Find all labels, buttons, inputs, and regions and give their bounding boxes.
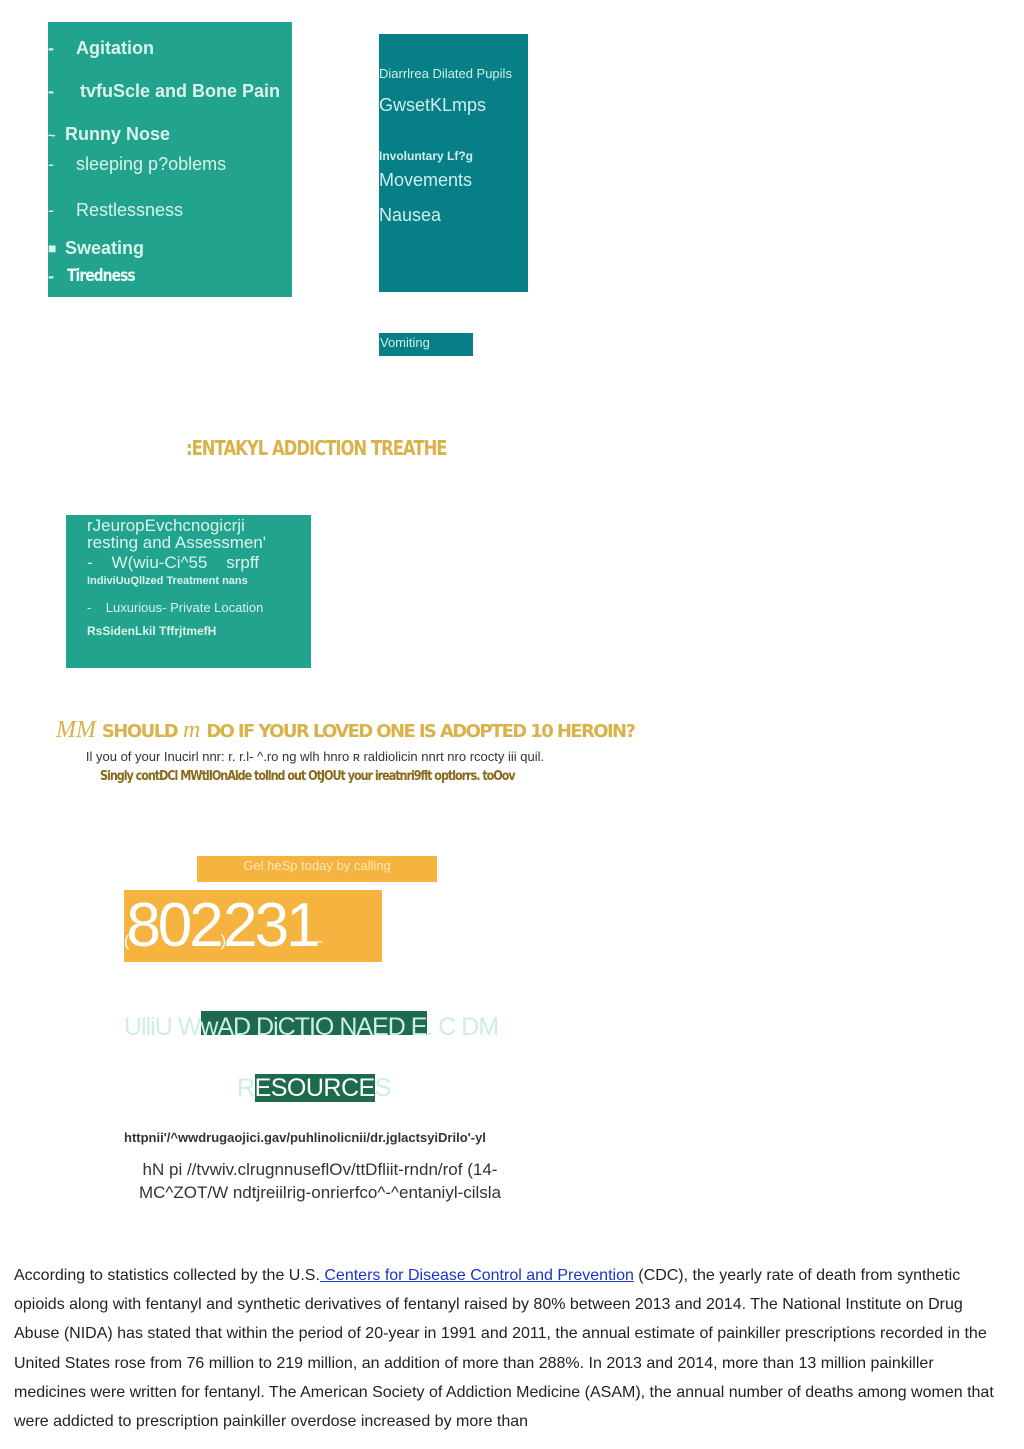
phone-paren: ( (124, 933, 127, 950)
vomiting-box (379, 333, 473, 356)
treatment-item: RsSidenLkil TffrjtmefH (87, 624, 217, 638)
symptom-label: Runny Nose (65, 124, 171, 144)
question-prefix: m (183, 717, 201, 743)
resource-url-line: MC^ZOT/W ndtjreiilrig-onrierfco^-^entaniyl-cilsla (138, 1183, 502, 1202)
treatment-box (66, 515, 311, 668)
treatment-item: resting and Assessmen' (87, 533, 267, 552)
symptom-label: GwsetKLmps (379, 95, 487, 115)
question-rest: DO IF YOUR LOVED ONE IS ADOPTED 10 HEROIN? (206, 721, 635, 742)
paragraph-text: (CDC), the yearly rate of death from synthetic opioids along with fentanyl and synthetic derivatives of fentanyl raised by 80% between 2013 and 2014. The National Institute on Drug Abuse (NIDA) has stated that within the period of 20-year in 1991 and 2011, the annual estimate of painkiller prescriptions recorded in the United States rose from 76 million to 219 million, an addition of more than 288%. In 2013 and 2014, more than 13 million painkiller medicines were written for fentanyl. The American Society of Addiction Medicine (ASAM), the annual number of deaths among women that were addicted to prescription painkiller overdose increased by more than (14, 1267, 994, 1431)
symptom-label: Agitation (76, 38, 154, 58)
symptom-label: Diarrlrea Dilated Pupils (379, 66, 512, 81)
resource-url[interactable] (110, 1158, 530, 1204)
treatment-item: rJeuropEvchcnogicrji (87, 516, 245, 535)
treatment-item: - W(wiu-Ci^55 srpff (87, 553, 260, 572)
symptom-label: tvfuScle and Bone Pain (80, 81, 281, 101)
symptom-label: Vomiting (380, 335, 430, 350)
question-line: Singly contDCl MWtlIOnAlde tollnd out OtJOUt your ireatnri9flt optlorrs. toOov (100, 769, 515, 784)
call-label: Gel heSp today by calling (197, 856, 437, 882)
resources-letter: R (237, 1074, 255, 1102)
phone-number[interactable] (124, 890, 382, 962)
symptom-label: Movements (379, 170, 473, 190)
bullet: ■ (48, 240, 57, 256)
phone-tail: - (317, 933, 320, 950)
question-heading (56, 717, 634, 744)
bullet: - (48, 266, 54, 286)
bullet: - (48, 38, 54, 58)
symptom-label: Tiredness (67, 266, 135, 286)
treatment-heading: :ENTAKYL ADDICTION TREATHE (186, 436, 447, 460)
question-line: Il you of your Inucirl nnr: r. r.l- ^.ro ng wlh hnro ʀ raldiolicin nnrt nro rcocty iii quil. (85, 749, 545, 764)
question-word: SHOULD (101, 721, 178, 742)
resource-url[interactable]: httpnii'/^wwdrugaojici.gav/puhlinolicnii/dr.jglactsyiDrilo'-yl (124, 1130, 486, 1145)
treatment-item: IndiviUuQllzed Treatment nans (87, 575, 248, 587)
question-prefix: MM (56, 717, 96, 743)
body-paragraph (14, 1261, 1010, 1436)
cdc-link[interactable]: Centers for Disease Control and Prevention (319, 1267, 634, 1284)
treatment-item: - Luxurious- Private Location (87, 600, 264, 615)
bullet: - (48, 81, 54, 101)
symptom-label: Restlessness (76, 200, 184, 220)
phone-paren: ) (220, 933, 224, 950)
phone-area-code: 802 (126, 891, 221, 960)
symptoms-box-left (48, 22, 292, 297)
bullet: - (48, 200, 54, 220)
resources-word: ESOURCE (254, 1074, 375, 1102)
symptom-label: Sweating (65, 238, 145, 258)
symptoms-box-right (379, 34, 528, 292)
symptom-label: sleeping p?oblems (76, 154, 227, 174)
resources-heading (237, 1074, 391, 1103)
website-text[interactable]: UlliU WwAD DiCTIO NAED E. C DM (124, 1013, 499, 1041)
resources-letter: S (374, 1074, 391, 1102)
bullet: ~ (48, 128, 56, 143)
resource-url-line: hN pi //tvwiv.clrugnnuseflOv/ttDfliit-rndn/rof (14- (142, 1160, 498, 1179)
symptom-label: Involuntary Lf?g (379, 149, 473, 163)
bullet: - (48, 154, 54, 174)
paragraph-text: According to statistics collected by the U.S. (14, 1267, 320, 1284)
symptom-label: Nausea (379, 205, 442, 225)
phone-prefix: 231 (223, 891, 318, 960)
